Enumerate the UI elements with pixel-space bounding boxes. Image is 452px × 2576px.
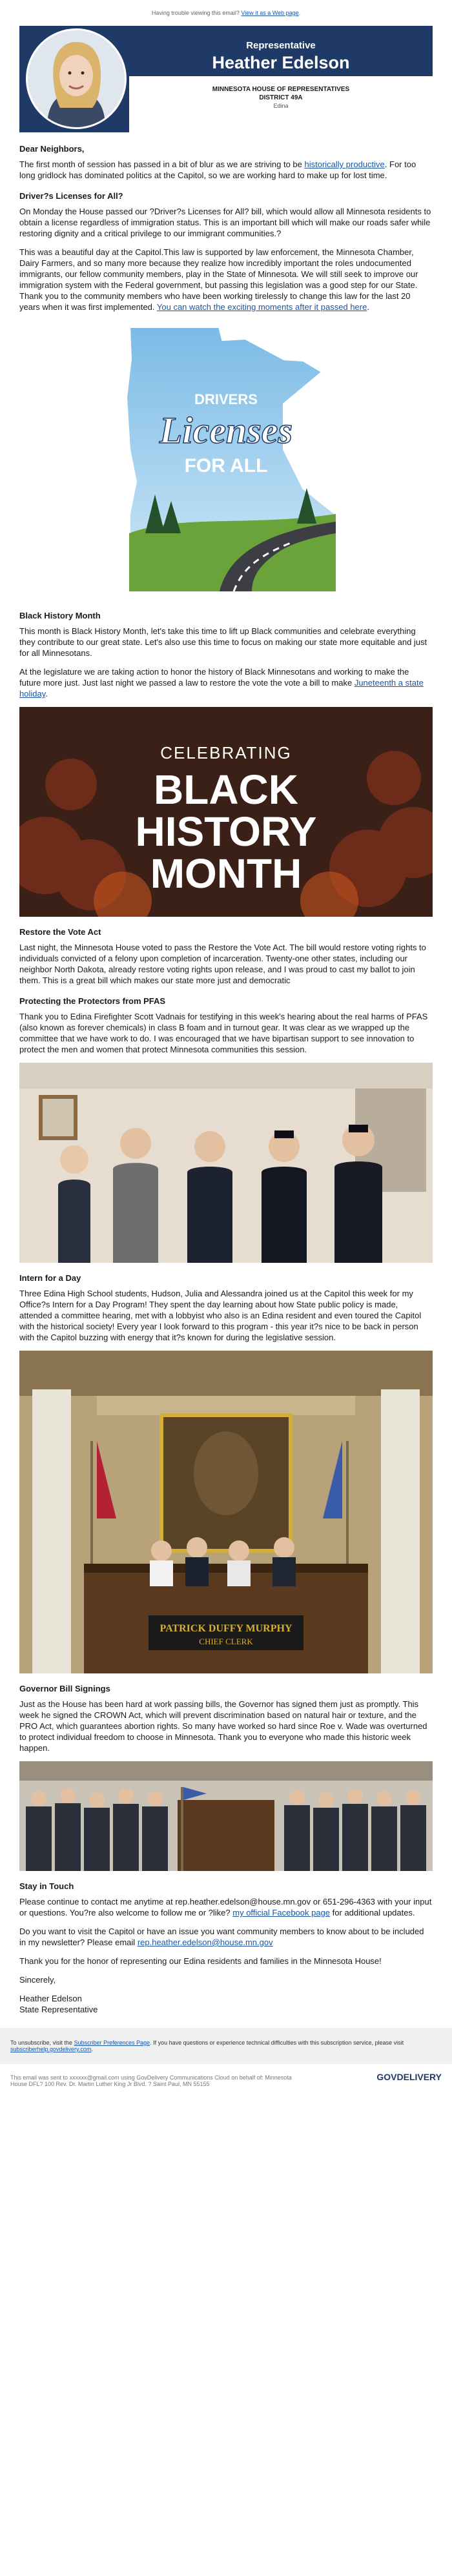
watch-moments-link[interactable]: You can watch the exciting moments after it passed here — [156, 302, 367, 312]
vote-paragraph: Last night, the Minnesota House voted to pass the Restore the Vote Act. The bill would restore voting rights to individuals convicted of a felony upon completion of incarceration. Twenty-one other states, including our neighbor North Dakota, already restore voting rights upon release, and I was proud to cast my ballot to join them. This is a great bill which makes our state more just and democratic — [19, 943, 426, 985]
bhm-heading: Black History Month — [19, 611, 101, 620]
stay-in-touch-heading: Stay in Touch — [19, 1881, 74, 1891]
subscriber-preferences-link[interactable]: Subscriber Preferences Page — [74, 2039, 150, 2046]
bhm-image-line4: MONTH — [150, 850, 302, 897]
historically-productive-link[interactable]: historically productive — [304, 159, 385, 169]
touch-paragraph-3: Thank you for the honor of representing our Edina residents and families in the Minnesota House! — [19, 1956, 382, 1966]
bhm-paragraph-2: At the legislature we are taking action to honor the history of Black Minnesotans and working to make the future more just. Just last night we passed a law to restore the vote the vote a bill to make Juneteenth a state holiday. — [19, 667, 424, 699]
dl-image-line3: FOR ALL — [184, 455, 268, 476]
bhm-paragraph-1: This month is Black History Month, let's take this time to lift up Black communities and celebrate everything they contribute to our great state. Let's also use this time to focus on making our state more equitable and just for all Minnesotans. — [19, 626, 427, 658]
bhm-image-line3: HISTORY — [135, 808, 317, 855]
unsubscribe-footer: To unsubscribe, visit the Subscriber Preferences Page. If you have questions or experience technical difficulties with this subscription service, please visit subscriberhelp.govdelivery.com. — [0, 2028, 452, 2064]
touch-paragraph-2: Do you want to visit the Capitol or have an issue you want community members to know about to be included in my newsletter? Please email rep.heather.edelson@house.mn.gov — [19, 1927, 424, 1947]
header-district: DISTRICT 49A — [259, 94, 303, 101]
signature-name: Heather Edelson — [19, 1994, 82, 2003]
view-online-bar: Having trouble viewing this email? View it as a Web page. — [151, 10, 301, 16]
governor-paragraph: Just as the House has been hard at work passing bills, the Governor has signed them just as promptly. This week he signed the CROWN Act, which will prevent discrimination based on natural hair or texture, and the PRO Act, which guarantees abortion rights. So many have worked so hard since Roe v. Wade was overturned to protect individual freedom to choose in Minnesota. Thank you to everyone who made this historic week happen. — [19, 1699, 427, 1753]
dl-image-line2: Licenses — [159, 409, 293, 451]
representative-photo — [26, 28, 127, 129]
clerk-plaque-title: CHIEF CLERK — [199, 1637, 253, 1646]
header-role: Representative — [246, 40, 316, 51]
email-link[interactable]: rep.heather.edelson@house.mn.gov — [137, 1937, 273, 1947]
intern-paragraph: Three Edina High School students, Hudson, Julia and Alessandra joined us at the Capitol this week for my Office?s Intern for a Day Program! They spent the day learning about how State public policy is made, attended a committee hearing, met with a lobbyist who also is an Edina resident and even toured the Capitol with the historical society! Every year I look forward to this program - this year it?s nice to be back in person with the Capitol buzzing with energy that it?s known for during the legislative session. — [19, 1289, 422, 1342]
pfas-heading: Protecting the Protectors from PFAS — [19, 996, 166, 1006]
juneteenth-link[interactable]: Juneteenth a state holiday — [19, 678, 424, 699]
intern-for-a-day-photo — [19, 1351, 433, 1673]
intern-heading: Intern for a Day — [19, 1273, 81, 1283]
sender-footer — [0, 2064, 452, 2111]
vote-heading: Restore the Vote Act — [19, 927, 101, 937]
newsletter-container — [19, 26, 433, 2015]
pfas-group-photo — [19, 1063, 433, 1263]
dl-paragraph-1: On Monday the House passed our ?Driver?s Licenses for All? bill, which would allow all Minnesota residents to obtain a license regardless of immigration status. This is an important bill which will make our roads safer while restoring dignity and a critical privilege to our immigrant communities.? — [19, 207, 431, 238]
header-chamber: MINNESOTA HOUSE OF REPRESENTATIVES — [212, 86, 350, 93]
header-name: Heather Edelson — [212, 53, 350, 72]
subscriber-help-link[interactable]: subscriberhelp.govdelivery.com — [10, 2046, 92, 2052]
drivers-licenses-image — [90, 320, 362, 598]
dl-image-line1: DRIVERS — [194, 391, 258, 407]
view-online-text: Having trouble viewing this email? — [151, 10, 240, 16]
bhm-image-line1: CELEBRATING — [160, 743, 292, 762]
dl-heading: Driver?s Licenses for All? — [19, 191, 123, 201]
signature-title: State Representative — [19, 2005, 98, 2014]
header-city: Edina — [273, 103, 289, 109]
intro-paragraph: The first month of session has passed in a bit of blur as we are striving to be historically productive. For too long gridlock has dominated politics at the Capitol, so we are working hard to make up for lost time. — [19, 159, 416, 180]
sender-info: This email was sent to xxxxxx@gmail.com using GovDelivery Communications Cloud on behalf of: Minnesota House DFL? 100 Rev. Dr. Martin Luther King Jr Blvd. ? Saint Paul, MN 55155 — [10, 2074, 292, 2087]
bhm-image-line2: BLACK — [154, 766, 298, 813]
bill-signing-photo — [19, 1761, 433, 1871]
newsletter-body — [19, 144, 433, 2015]
clerk-plaque-name: PATRICK DUFFY MURPHY — [159, 1623, 293, 1634]
pfas-paragraph: Thank you to Edina Firefighter Scott Vadnais for testifying in this week's hearing about the real harms of PFAS (also known as forever chemicals) in class B foam and in turnout gear. It was clear as we wrapped up the committee that we have work to do. I was encouraged that we have bipartisan support to see innovation to protect the men and women that protect Minnesota communities this session. — [19, 1012, 428, 1054]
govdelivery-logo: GOVDELIVERY — [376, 2072, 442, 2082]
signoff: Sincerely, — [19, 1975, 56, 1985]
header-subtitle — [129, 85, 433, 110]
view-web-page-link[interactable]: View it as a Web page — [241, 10, 299, 16]
dl-paragraph-2: This was a beautiful day at the Capitol.This law is supported by law enforcement, the Minnesota Chamber, Dairy Farmers, and so many more because they realize how incredibly important the roles undocumented immigrants, our fellow community members, play in the State of Minnesota. We will still seek to improve our immigration system with the Federal government, but passing this legislation was a good step for our State. Thank you to the community members who have been working tirelessly to change this law for the last 20 years when it was first implemented. You can watch the exciting moments after it passed here. — [19, 247, 418, 312]
facebook-page-link[interactable]: my official Facebook page — [232, 1908, 331, 1917]
governor-heading: Governor Bill Signings — [19, 1684, 110, 1693]
touch-paragraph-1: Please continue to contact me anytime at rep.heather.edelson@house.mn.gov or 651-296-4363 with your input or questions. You?re also welcome to follow me or ?like? my official Facebook page for additional updates. — [19, 1897, 432, 1917]
greeting: Dear Neighbors, — [19, 144, 85, 154]
newsletter-header — [19, 26, 433, 132]
black-history-month-image — [19, 707, 433, 917]
